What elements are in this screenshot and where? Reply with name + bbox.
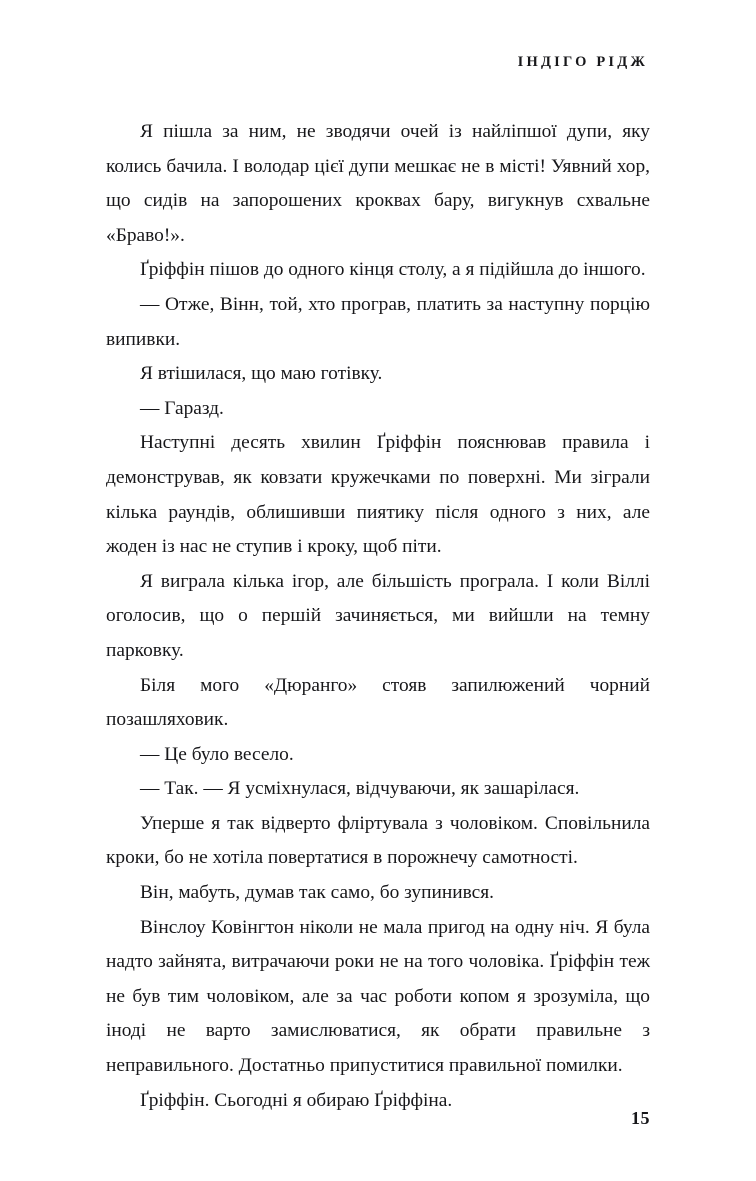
paragraph: Наступні десять хвилин Ґріффін пояснював правила і демонстрував, як ковзати кружечками по поверхні. Ми зіграли кілька раундів, облишивши пиятику після одного з них, але жоден із нас не ступив і кроку, щоб піти. [106,432,650,558]
paragraph: Уперше я так відверто фліртувала з чоловіком. Сповільнила кроки, бо не хотіла повертатися в порожнечу самотності. [106,812,650,869]
paragraph: Я пішла за ним, не зводячи очей із найліпшої дупи, яку колись бачила. І володар цієї дупи мешкає не в місті! Уявний хор, що сидів на запорошених кроквах бару, вигукнув схвальне «Браво!». [106,121,650,246]
paragraph: Ґріффін. Сьогодні я обираю Ґріффіна. [140,1089,453,1111]
paragraph: Я виграла кілька ігор, але більшість програла. І коли Віллі оголосив, що о першій зачиняється, ми вийшли на темну парковку. [106,570,650,661]
running-head: ІНДІГО РІДЖ [517,54,648,70]
page-body [106,115,650,1118]
paragraph-dialogue: — Отже, Вінн, той, хто програв, платить за наступну порцію випивки. [106,293,650,350]
paragraph: Біля мого «Дюранго» стояв запилюжений чорний позашляховик. [106,674,650,731]
paragraph: Вінслоу Ковінгтон ніколи не мала пригод на одну ніч. Я була надто зайнята, витрачаючи роки не на того чоловіка. Ґріффін теж не був тим чоловіком, але за час роботи копом я зрозуміла, що іноді не варто замислюватися, як обрати правильне з неправильного. Достатньо припуститися правильної помилки. [106,916,650,1077]
paragraph-dialogue: — Гаразд. [140,397,224,419]
paragraph-dialogue: — Так. — Я усміхнулася, відчуваючи, як зашарілася. [140,778,580,800]
page-number: 15 [631,1108,650,1128]
paragraph: Я втішилася, що маю готівку. [140,363,383,385]
paragraph-dialogue: — Це було весело. [140,743,294,765]
paragraph: Ґріффін пішов до одного кінця столу, а я підійшла до іншого. [140,259,646,281]
paragraph: Він, мабуть, думав так само, бо зупинився. [140,882,495,904]
